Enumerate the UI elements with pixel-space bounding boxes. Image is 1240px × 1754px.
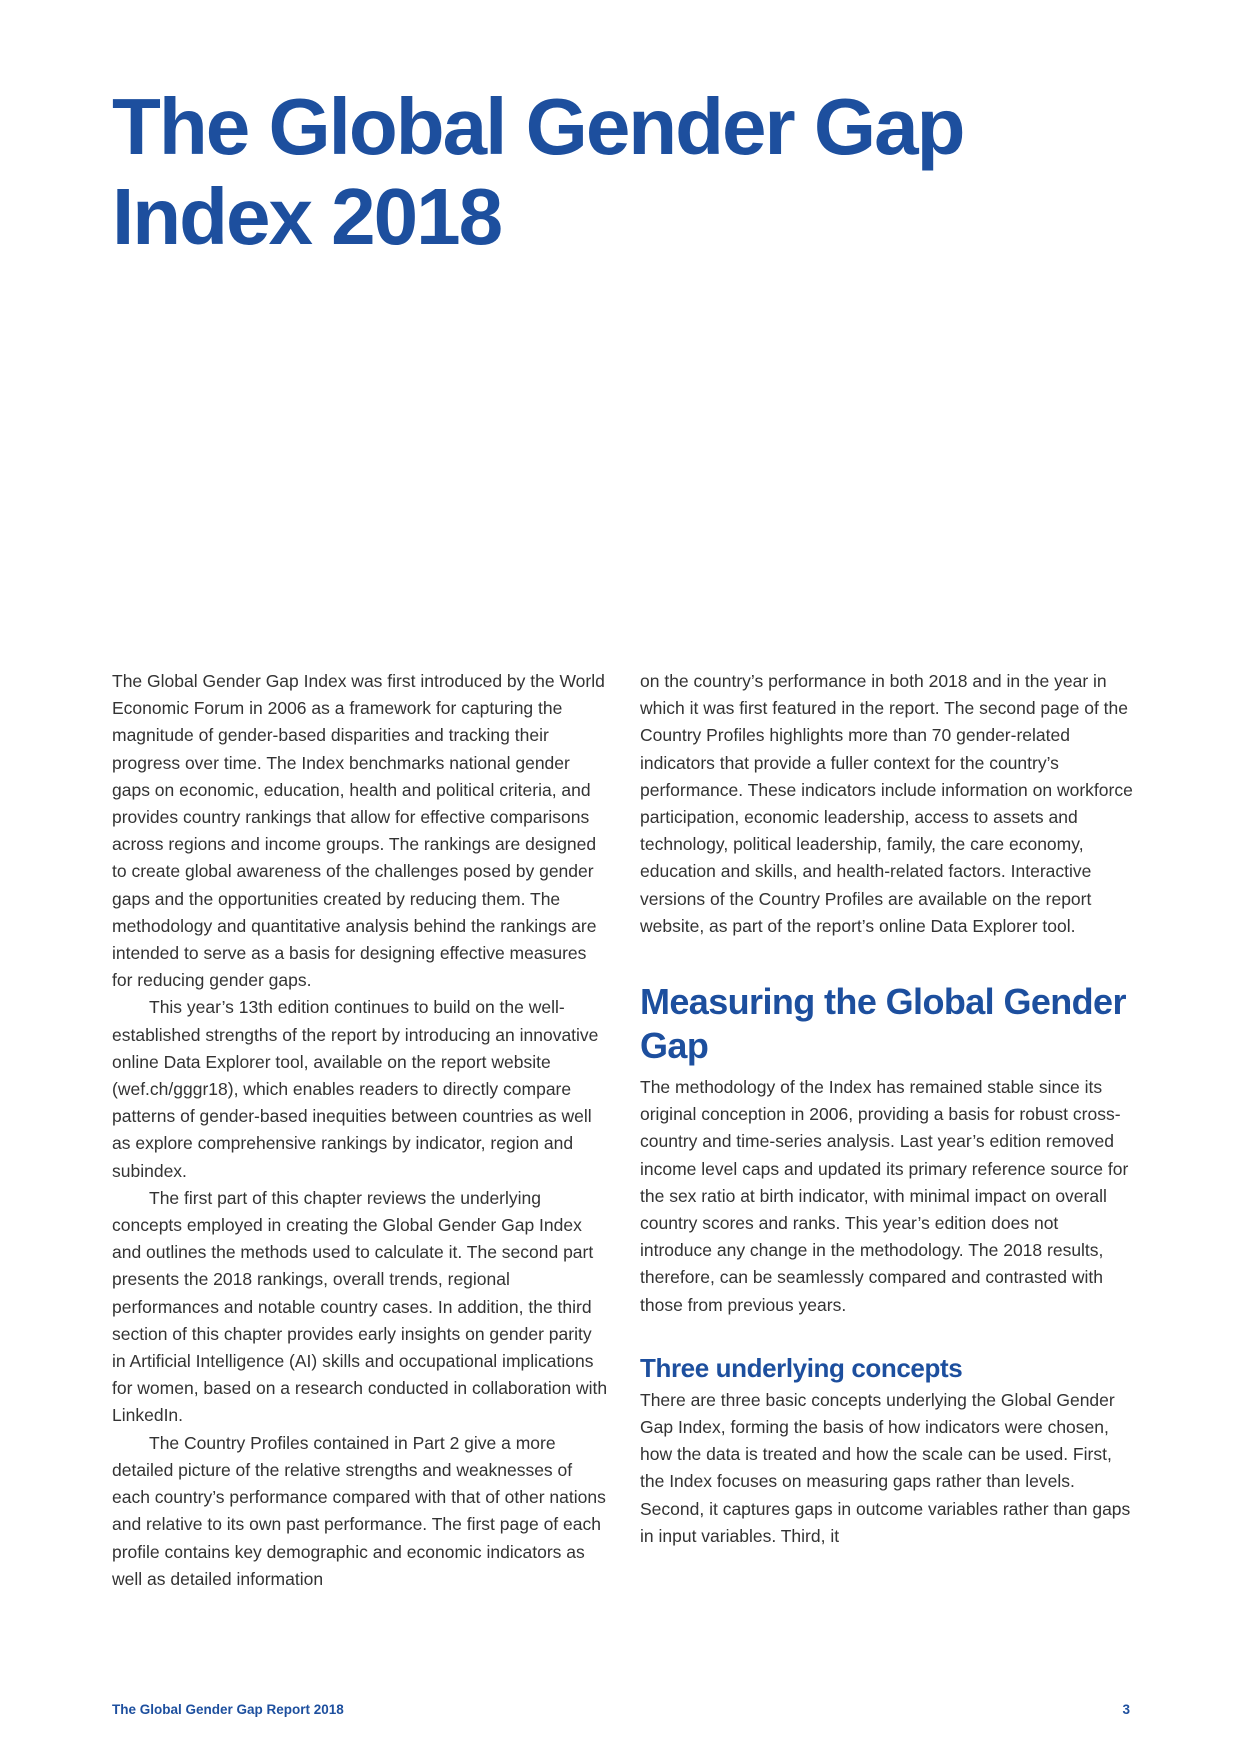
right-column <box>640 668 1135 1550</box>
body-paragraph: The Country Profiles contained in Part 2 give a more detailed picture of the relative strengths and weaknesses of each country’s performance compared with that of other nations and relative to its own past performance. The first page of each profile contains key demographic and economic indicators as well as detailed information <box>112 1432 606 1589</box>
body-paragraph: The Global Gender Gap Index was first introduced by the World Economic Forum in 2006 as a framework for capturing the magnitude of gender-based disparities and tracking their progress over time. The Index benchmarks national gender gaps on economic, education, health and political criteria, and provides country rankings that allow for effective comparisons across regions and income groups. The rankings are designed to create global awareness of the challenges posed by gender gaps and the opportunities created by reducing them. The methodology and quantitative analysis behind the rankings are intended to serve as a basis for designing effective measures for reducing gender gaps. <box>112 671 605 991</box>
left-column <box>112 668 610 1593</box>
body-paragraph: This year’s 13th edition continues to build on the well-established strengths of the report by introducing an innovative online Data Explorer tool, available on the report website (wef.ch/gggr18), which enables readers to directly compare patterns of gender-based inequities between countries as well as explore comprehensive rankings by indicator, region and subindex. <box>112 997 599 1181</box>
subsection-heading: Three underlying concepts <box>640 1352 963 1383</box>
page-title: The Global Gender Gap Index 2018 <box>112 82 964 261</box>
body-paragraph: on the country’s performance in both 2018 and in the year in which it was first featured in the report. The second page of the Country Profiles highlights more than 70 gender-related indicators that provide a fuller context for the country’s performance. These indicators include information on workforce participation, economic leadership, access to assets and technology, political leadership, family, the care economy, education and skills, and health-related factors. Interactive versions of the Country Profiles are available on the report website, as part of the report’s online Data Explorer tool. <box>640 671 1133 936</box>
body-paragraph: The first part of this chapter reviews the underlying concepts employed in creating the Global Gender Gap Index and outlines the methods used to calculate it. The second part presents the 2018 rankings, overall trends, regional performances and notable country cases. In addition, the third section of this chapter provides early insights on gender parity in Artificial Intelligence (AI) skills and occupational implications for women, based on a research conducted in collaboration with LinkedIn. <box>112 1187 608 1426</box>
body-paragraph: The methodology of the Index has remained stable since its original conception in 2006, providing a basis for robust cross-country and time-series analysis. Last year’s edition removed income level caps and updated its primary reference source for the sex ratio at birth indicator, with minimal impact on overall country scores and ranks. This year’s edition does not introduce any change in the methodology. The 2018 results, therefore, can be seamlessly compared and contrasted with those from previous years. <box>640 1077 1129 1315</box>
footer-page-number: 3 <box>1122 1702 1130 1717</box>
section-heading: Measuring the Global Gender Gap <box>640 981 1126 1067</box>
body-paragraph: There are three basic concepts underlying the Global Gender Gap Index, forming the basis of how indicators were chosen, how the data is treated and how the scale can be used. First, the Index focuses on measuring gaps rather than levels. Second, it captures gaps in outcome variables rather than gaps in input variables. Third, it <box>640 1389 1131 1546</box>
footer-report-name: The Global Gender Gap Report 2018 <box>112 1702 344 1717</box>
